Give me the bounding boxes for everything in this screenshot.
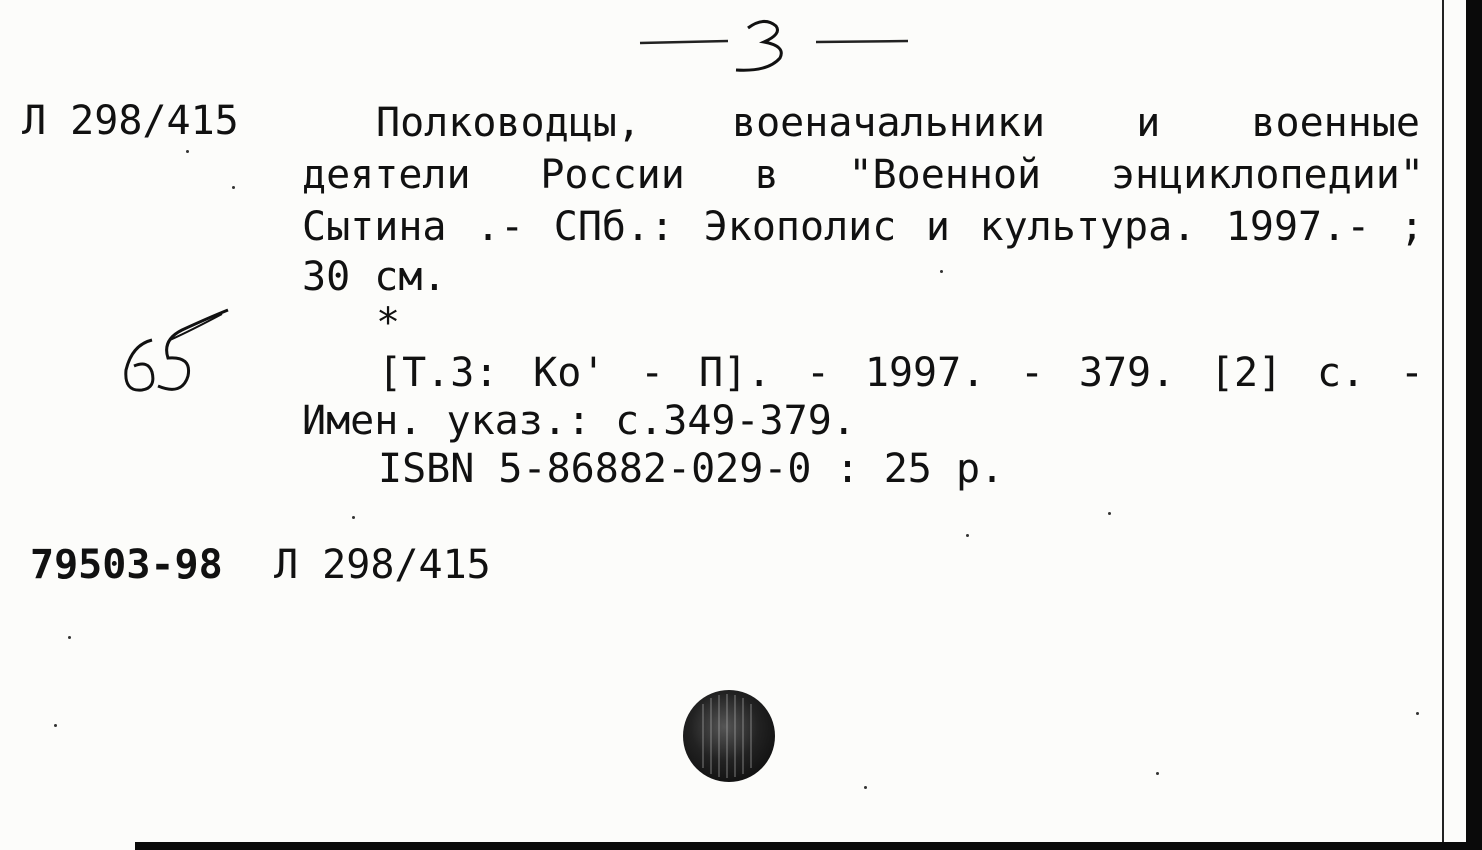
- volume-word: -: [806, 350, 831, 396]
- isbn-line: ISBN 5-86882-029-0 : 25 р.: [378, 446, 1005, 492]
- card-border-line: [1442, 0, 1444, 842]
- title-word: Полководцы,: [376, 100, 641, 146]
- scan-edge-right: [1466, 0, 1482, 850]
- title-word: .-: [476, 204, 525, 250]
- volume-word: 1997.: [864, 350, 986, 396]
- title-word: России: [540, 152, 685, 198]
- scan-speck: [940, 270, 943, 273]
- title-word: военачальники: [732, 100, 1046, 146]
- volume-word: -: [1399, 350, 1424, 396]
- title-word: и: [925, 204, 950, 250]
- scan-speck: [54, 724, 57, 727]
- handwritten-initials: [112, 300, 242, 400]
- title-line-3: [302, 204, 1424, 250]
- asterisk: *: [376, 300, 401, 346]
- title-word: в: [754, 152, 779, 198]
- title-word: "Военной: [848, 152, 1042, 198]
- title-word: военные: [1251, 100, 1420, 146]
- volume-word: П].: [699, 350, 772, 396]
- scan-speck: [1108, 512, 1111, 515]
- title-word: деятели: [302, 152, 471, 198]
- scan-speck: [1416, 712, 1419, 715]
- scan-speck: [68, 636, 71, 639]
- page-number: [636, 10, 916, 80]
- title-word: 1997.-: [1225, 204, 1371, 250]
- dimensions-line: 30 см.: [302, 254, 447, 300]
- scan-speck: [232, 186, 235, 189]
- title-word: и: [1136, 100, 1161, 146]
- index-note: Имен. указ.: с.349-379.: [302, 398, 856, 444]
- volume-word: 379.: [1078, 350, 1176, 396]
- title-word: СПб.:: [553, 204, 675, 250]
- scan-speck: [352, 516, 355, 519]
- volume-line-1: [378, 350, 1424, 396]
- inventory-number: 79503-98: [30, 542, 223, 588]
- scan-speck: [966, 534, 969, 537]
- volume-word: -: [1020, 350, 1045, 396]
- title-word: ;: [1399, 204, 1424, 250]
- title-line-2: [302, 152, 1424, 198]
- scan-edge-bottom: [135, 842, 1482, 850]
- volume-word: -: [640, 350, 665, 396]
- volume-word: с.: [1316, 350, 1366, 396]
- punch-hole-texture: [683, 690, 775, 782]
- scan-speck: [1156, 772, 1159, 775]
- title-word: энциклопедии": [1110, 152, 1424, 198]
- call-number-bottom: Л 298/415: [274, 542, 491, 588]
- scan-speck: [864, 786, 867, 789]
- title-word: культура.: [979, 204, 1197, 250]
- volume-word: Ко': [533, 350, 606, 396]
- scan-speck: [186, 150, 189, 153]
- volume-word: [2]: [1209, 350, 1283, 396]
- volume-word: [Т.3:: [378, 350, 499, 396]
- title-line-1: [376, 100, 1420, 146]
- title-word: Экополис: [703, 204, 897, 250]
- call-number: Л 298/415: [22, 98, 239, 144]
- title-word: Сытина: [302, 204, 447, 250]
